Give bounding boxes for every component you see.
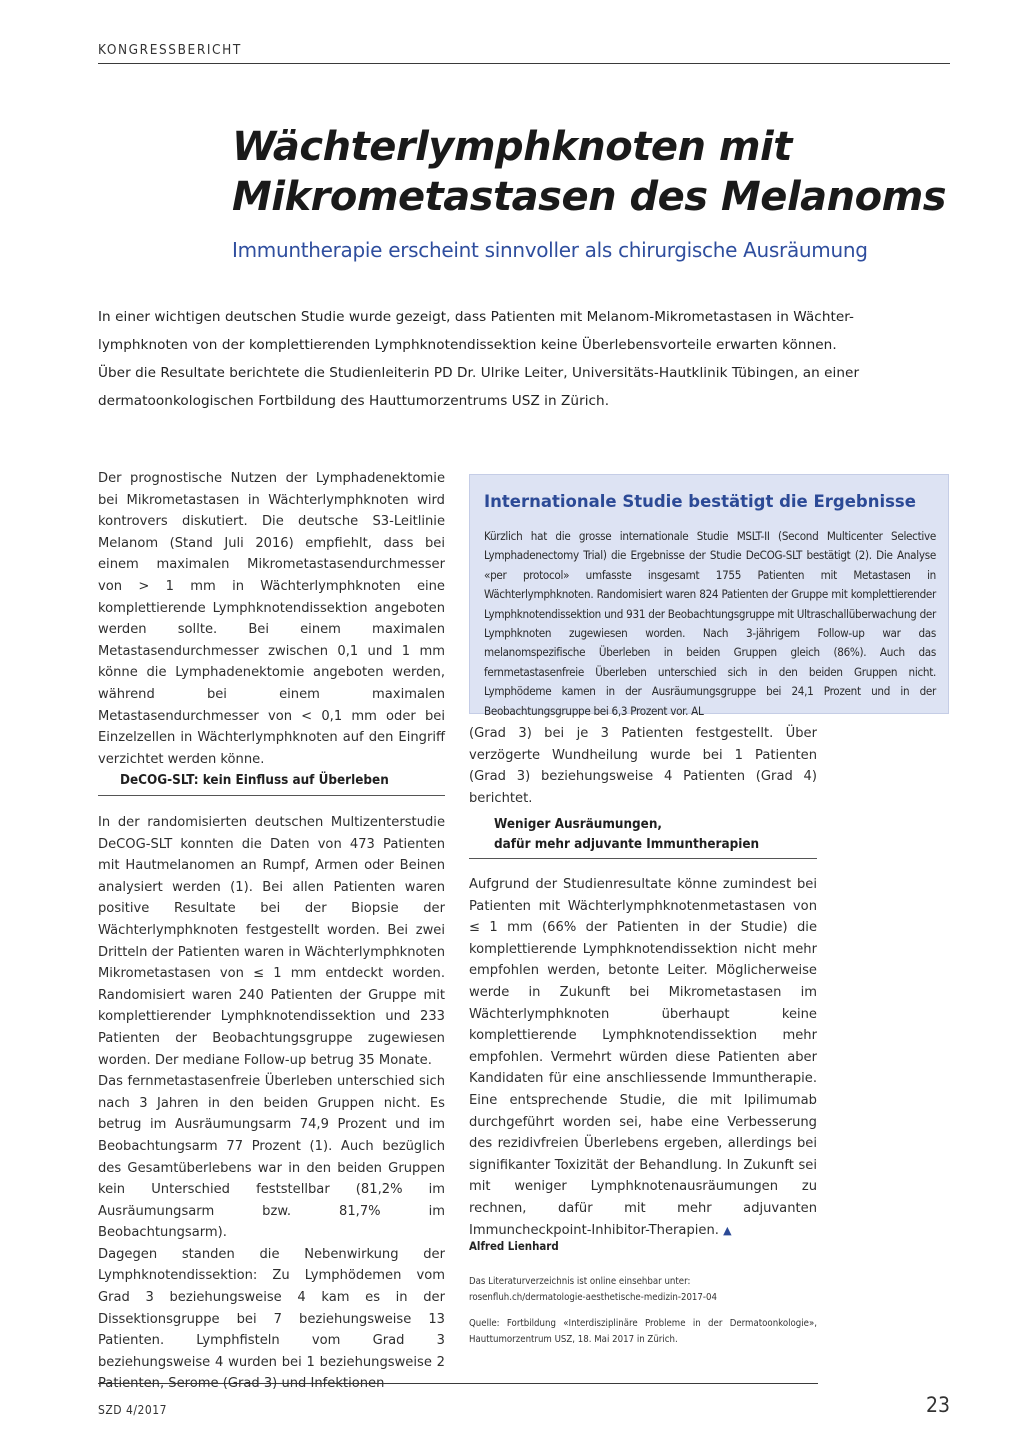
body-text: Aufgrund der Studienresultate könne zumindest bei Patienten mit Wächterlymphknotenmetastasen von ≤ 1 mm (66% der Patienten in der Studie) die komplettierende Lymphknotendissektion nicht mehr empfohlen werden, betonte Leiter. Möglicherweise werde in Zukunft bei Mikrometastasen im Wächterlymphknoten überhaupt keine komplettierende Lymphknotendissektion mehr empfohlen. Vermehrt würden diese Patienten aber Kandidaten für eine anschliessende Immuntherapie. Eine entsprechende Studie, die mit Ipilimumab durchgeführt worden sei, habe eine Verbesserung des rezidivfreien Überlebens ergeben, allerdings bei signifikanter Toxizität der Behandlung. In Zukunft sei mit weniger Lymphknotenausräumungen zu rechnen, dafür mit mehr adjuvanten Immuncheckpoint-Inhibitor-Therapien. [469, 877, 817, 1238]
subheading-decog: DeCOG-SLT: kein Einfluss auf Überleben [120, 773, 389, 788]
info-box-text: Kürzlich hat die grosse internationale Studie MSLT-II (Second Multicenter Selective Lymphadenectomy Trial) die Ergebnisse der Studie DeCOG-SLT bestätigt (2). Die Analyse «per protocol» umfasste insgesamt 1755 Patienten mit Metastasen in Wächterlymphknoten. Randomisiert waren 824 Patienten der Gruppe mit komplettierender Lymphknotendissektion und 931 der Beobachtungsgruppe mit Ultraschallüberwachung der Lymphknoten zugewiesen worden. Nach 3-jährigem Follow-up war das melanomspezifische Überleben in beiden Gruppen gleich (86%). Auch das fernmetastasenfreie Überleben unterschied sich in den beiden Gruppen nicht. Lymphödeme kamen in der Ausräumungsgruppe bei 24,1 Prozent und in der Beobachtungsgruppe bei 6,3 Prozent vor. AL [484, 529, 936, 718]
source-note: Quelle: Fortbildung «Interdisziplinäre Probleme in der Dermatoonkologie», Hauttumorzentrum USZ, 18. Mai 2017 in Zürich. [469, 1318, 817, 1345]
body-paragraph: Das fernmetastasenfreie Überleben unterschied sich nach 3 Jahren in den beiden Gruppen nicht. Es betrug im Ausräumungsarm 74,9 Prozent und im Beobachtungsarm 77 Prozent (1). Auch bezüglich des Gesamtüberlebens war in den beiden Gruppen kein Unterschied feststellbar (81,2% im Ausräumungsarm bzw. 81,7% im Beobachtungsarm). [98, 1074, 445, 1241]
literature-line: Das Literaturverzeichnis ist online einsehbar unter: [469, 1276, 691, 1287]
lead-line: Über die Resultate berichtete die Studienleiterin PD Dr. Ulrike Leiter, Universitäts-Hautklinik Tübingen, an einer [98, 365, 860, 381]
title-line-2: Mikrometastasen des Melanoms [232, 174, 947, 220]
page-number: 23 [926, 1393, 951, 1417]
body-paragraph: (Grad 3) bei je 3 Patienten festgestellt. Über verzögerte Wundheilung wurde bei 1 Patienten (Grad 3) beziehungsweise 4 Patienten (Grad 4) berichtet. [469, 726, 817, 806]
left-column-body [98, 812, 445, 1395]
literature-link[interactable]: rosenfluh.ch/dermatologie-aesthetische-medizin-2017-04 [469, 1291, 718, 1303]
issue-label: SZD 4/2017 [98, 1403, 167, 1417]
header-divider [98, 63, 950, 64]
author-name: Alfred Lienhard [469, 1239, 559, 1253]
lead-line: In einer wichtigen deutschen Studie wurde gezeigt, dass Patienten mit Melanom-Mikrometastasen in Wächter- [98, 309, 855, 325]
right-column-continuation [469, 723, 817, 809]
title-line-1: Wächterlymphknoten mit [232, 124, 792, 170]
intro-paragraph: Der prognostische Nutzen der Lymphadenektomie bei Mikrometastasen in Wächterlymphknoten wird kontrovers diskutiert. Die deutsche S3-Leitlinie Melanom (Stand Juli 2016) empfiehlt, dass bei einem maximalen Mikrometastasendurchmesser von > 1 mm in Wächterlymphknoten eine komplettierende Lymphknotendissektion angeboten werden sollte. Bei einem maximalen Metastasendurchmesser zwischen 0,1 und 1 mm könne die Lymphadenektomie angeboten werden, während bei einem maximalen Metastasendurchmesser von < 0,1 mm oder bei Einzelzellen in Wächterlymphknoten auf den Eingriff verzichtet werden könne. [98, 471, 445, 767]
footer-divider [98, 1383, 818, 1384]
body-paragraph: Dagegen standen die Nebenwirkung der Lymphknotendissektion: Zu Lymphödemen vom Grad 3 beziehungsweise 4 kam es in der Dissektionsgruppe bei 7 beziehungsweise 13 Patienten. Lymphfisteln vom Grad 3 beziehungsweise 4 wurden bei 1 beziehungsweise 2 [98, 1246, 445, 1370]
literature-note [469, 1274, 817, 1305]
right-column-body [469, 874, 817, 1241]
body-paragraph: In der randomisierten deutschen Multizenterstudie DeCOG-SLT konnten die Daten von 473 Patienten mit Hautmelanomen an Rumpf, Armen oder Beinen analysiert werden (1). Bei allen Patienten waren positive Resultate bei der Biopsie der Wächterlymphknoten festgestellt worden. Bei zwei Dritteln der Patienten waren in Wächterlymphknoten Mikrometastasen von ≤ 1 mm entdeckt worden. Randomisiert waren 240 Patienten der Gruppe mit komplettierender Lymphknotendissektion und 233 Patienten der Beobachtungsgruppe zugewiesen worden. Der mediane Follow-up betrug 35 Monate. [98, 815, 445, 1068]
subheading-immuntherapie [494, 815, 759, 855]
left-column-intro [98, 468, 445, 770]
lead-paragraph [98, 303, 922, 415]
body-paragraph [469, 874, 817, 1241]
subheading-line: Weniger Ausräumungen, [494, 817, 663, 832]
lead-line: lymphknoten von der komplettierenden Lymphknotendissektion keine Überlebensvorteile erwarten können. [98, 337, 837, 353]
info-box [469, 474, 949, 718]
info-box-title: Internationale Studie bestätigt die Ergebnisse [484, 492, 916, 511]
section-label: KONGRESSBERICHT [98, 42, 242, 58]
end-mark-icon: ▲ [723, 1223, 732, 1237]
subheading-divider [469, 858, 817, 859]
article-title [232, 122, 962, 222]
lead-line: dermatoonkologischen Fortbildung des Hauttumorzentrums USZ in Zürich. [98, 393, 610, 409]
article-subtitle: Immuntherapie erscheint sinnvoller als chirurgische Ausräumung [232, 238, 868, 262]
subheading-divider [98, 795, 445, 796]
subheading-line: dafür mehr adjuvante Immuntherapien [494, 837, 760, 852]
